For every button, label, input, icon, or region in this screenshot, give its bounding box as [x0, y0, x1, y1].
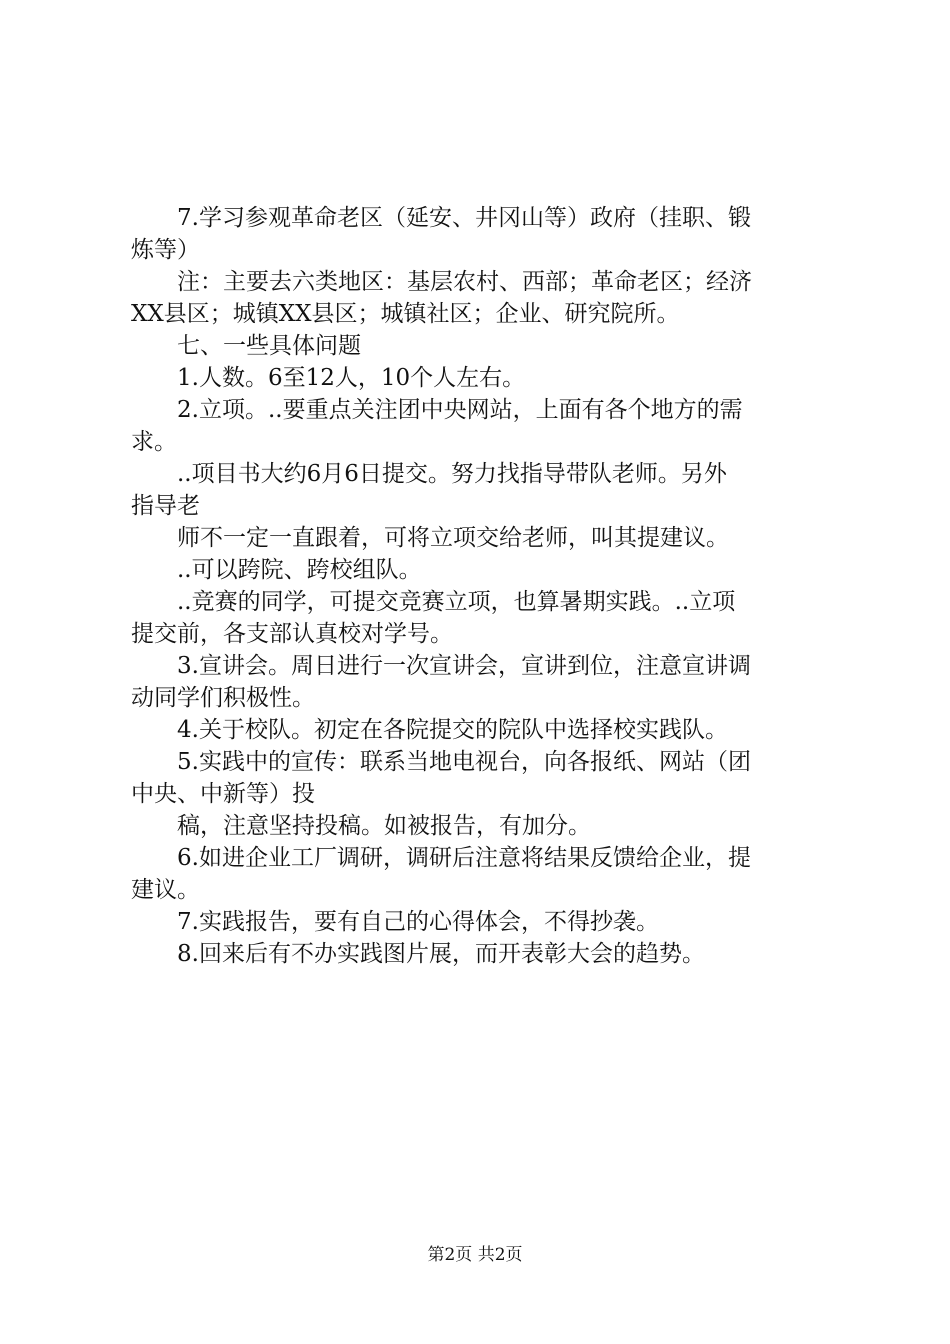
page-number: 第2页 共2页	[427, 1245, 523, 1265]
text-line: ..项目书大约6月6日提交。努力找指导带队老师。另外	[177, 461, 727, 487]
text-line: 1.人数。6至12人，10个人左右。	[177, 365, 526, 391]
text-line: 炼等）	[131, 237, 200, 263]
text-line: 提交前，各支部认真校对学号。	[131, 621, 453, 647]
text-line: 师不一定一直跟着，可将立项交给老师，叫其提建议。	[177, 525, 729, 551]
text-line: ..竞赛的同学，可提交竞赛立项，也算暑期实践。..立项	[177, 589, 736, 615]
document-body	[131, 202, 831, 970]
text-line: 6.如进企业工厂调研，调研后注意将结果反馈给企业，提	[177, 845, 751, 871]
text-line: 8.回来后有不办实践图片展，而开表彰大会的趋势。	[177, 941, 705, 967]
text-line: XX县区；城镇XX县区；城镇社区；企业、研究院所。	[131, 301, 680, 327]
text-line: 稿，注意坚持投稿。如被报告，有加分。	[177, 813, 591, 839]
text-line: 指导老	[131, 493, 200, 519]
text-line: ..可以跨院、跨校组队。	[177, 557, 422, 583]
text-line: 求。	[131, 429, 177, 455]
text-line: 7.学习参观革命老区（延安、井冈山等）政府（挂职、锻	[177, 205, 751, 231]
text-line: 4.关于校队。初定在各院提交的院队中选择校实践队。	[177, 717, 728, 743]
text-line: 建议。	[131, 877, 200, 903]
text-line: 中央、中新等）投	[131, 781, 315, 807]
text-line: 注：主要去六类地区：基层农村、西部；革命老区；经济	[177, 269, 752, 295]
text-line: 3.宣讲会。周日进行一次宣讲会，宣讲到位，注意宣讲调	[177, 653, 751, 679]
text-line: 5.实践中的宣传：联系当地电视台，向各报纸、网站（团	[177, 749, 751, 775]
section-heading: 七、一些具体问题	[177, 333, 361, 359]
text-line: 2.立项。..要重点关注团中央网站，上面有各个地方的需	[177, 397, 743, 423]
page-footer	[0, 1244, 950, 1266]
text-line: 7.实践报告，要有自己的心得体会，不得抄袭。	[177, 909, 659, 935]
text-line: 动同学们积极性。	[131, 685, 315, 711]
